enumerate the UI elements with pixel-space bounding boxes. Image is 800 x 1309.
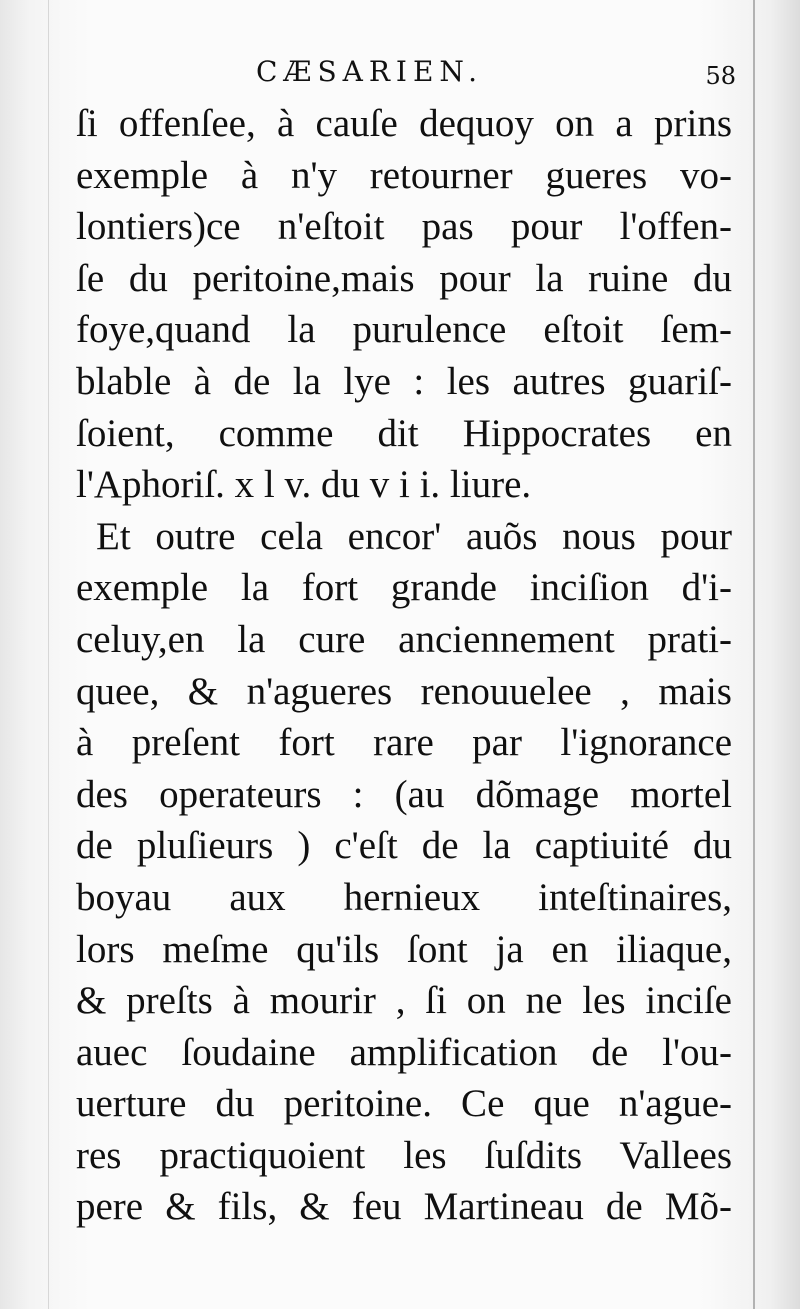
text-line: des operateurs : (au dõmage mortel — [76, 772, 732, 816]
text-line: ſoient, comme dit Hippocrates en — [76, 411, 732, 455]
left-page-edge — [48, 0, 49, 1309]
text-line: auec ſoudaine amplification de l'ou- — [76, 1030, 732, 1074]
text-line: & preſts à mourir , ſi on ne les inciſe — [76, 979, 732, 1023]
body-text — [76, 98, 732, 1233]
text-line: ſi offenſee, à cauſe dequoy on a prins — [76, 102, 732, 145]
text-line: foye,quand la purulence eſtoit ſem- — [76, 308, 732, 352]
text-line: lors meſme qu'ils ſont ja en iliaque, — [76, 927, 732, 971]
text-line: boyau aux hernieux inteſtinaires, — [76, 875, 732, 919]
text-line: res practiquoient les ſuſdits Vallees — [76, 1133, 732, 1177]
text-line: blable à de la lye : les autres guariſ- — [76, 359, 732, 403]
text-line: l'Aphoriſ. x l v. du v i i. liure. — [76, 463, 532, 507]
running-title: CÆSARIEN. — [256, 55, 484, 88]
text-line: Et outre cela encor' auõs nous pour — [96, 514, 732, 558]
page-number: 58 — [705, 62, 736, 90]
text-line: à preſent fort rare par l'ignorance — [76, 721, 732, 765]
running-head — [76, 52, 736, 96]
text-line: lontiers)ce n'eſtoit pas pour l'offen- — [76, 205, 732, 249]
text-line: quee, & n'agueres renouuelee , mais — [76, 669, 732, 713]
right-page-edge — [753, 0, 755, 1309]
text-line: celuy,en la cure anciennement prati- — [76, 617, 732, 661]
text-line: ſe du peritoine,mais pour la ruine du — [76, 256, 732, 300]
text-line: pere & fils, & feu Martineau de Mõ- — [76, 1185, 732, 1229]
text-line: de pluſieurs ) c'eſt de la captiuité du — [76, 824, 732, 868]
text-line: exemple la fort grande inciſion d'i- — [76, 566, 732, 610]
text-line: uerture du peritoine. Ce que n'ague- — [76, 1082, 732, 1126]
text-line: exemple à n'y retourner gueres vo- — [76, 153, 732, 197]
